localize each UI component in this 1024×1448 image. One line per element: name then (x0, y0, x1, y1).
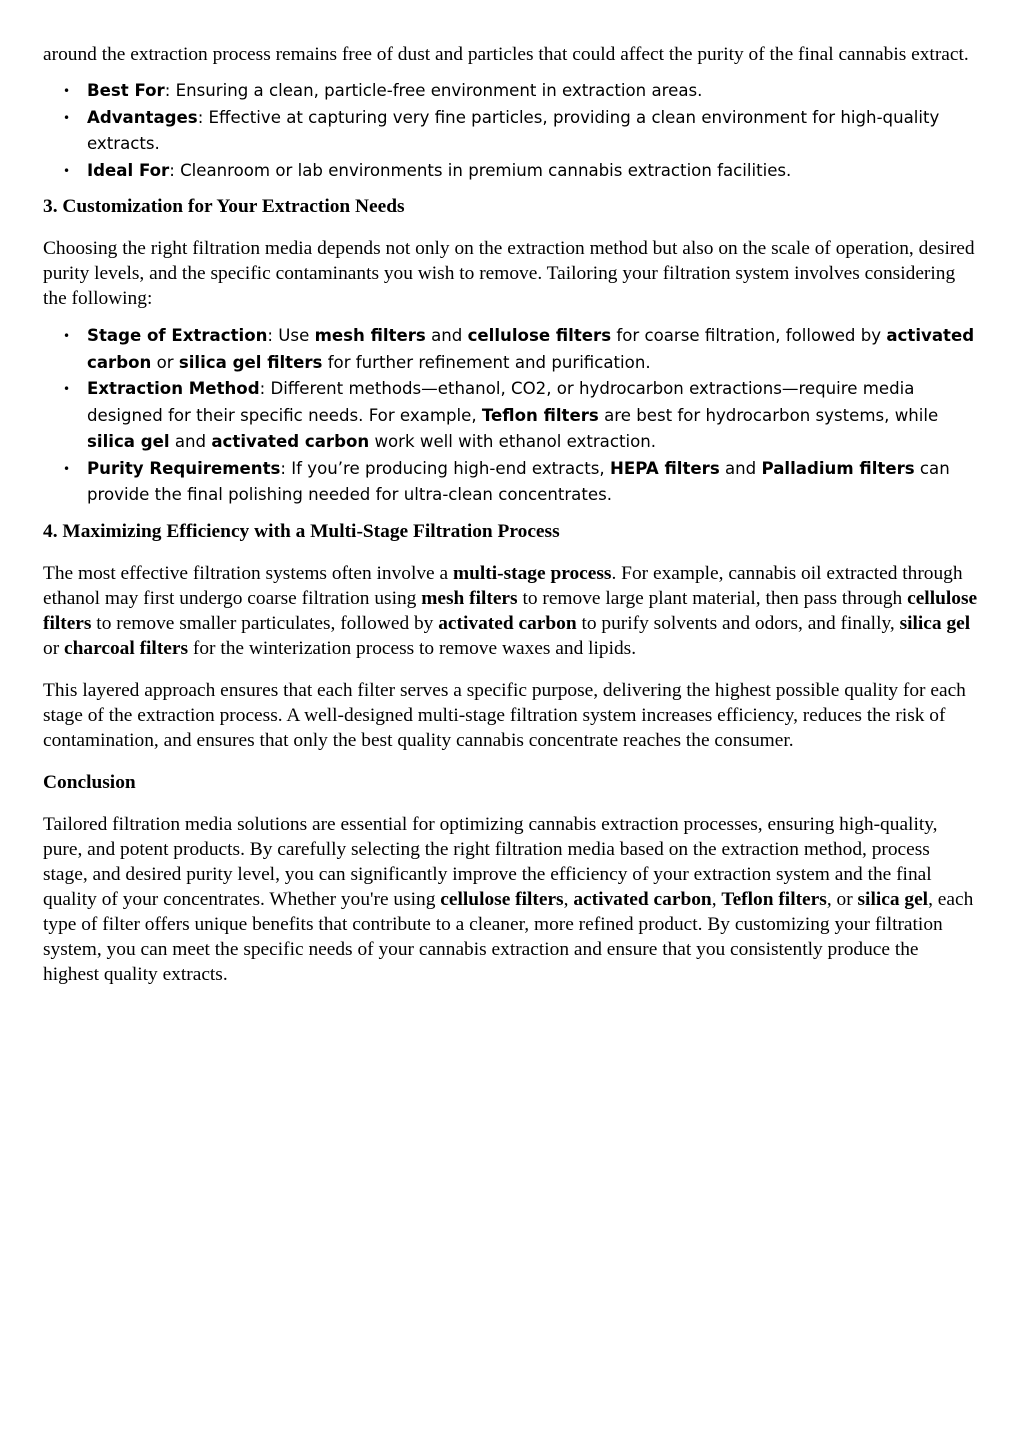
list-item: • Ideal For: Cleanroom or lab environments in premium cannabis extraction facilities. (43, 158, 978, 185)
conclusion-heading: Conclusion (43, 771, 136, 793)
cleanroom-filter-list (43, 78, 978, 184)
section-4-heading: 4. Maximizing Efficiency with a Multi-Stage Filtration Process (43, 520, 560, 542)
list-item: • Advantages: Effective at capturing very fine particles, providing a clean environment for high-quality extracts. (43, 105, 978, 158)
list-item: • Purity Requirements: If you’re producing high-end extracts, HEPA filters and Palladium filters can provide the final polishing needed for ultra-clean concentrates. (43, 456, 978, 509)
customization-list (43, 323, 978, 509)
conclusion-paragraph: Tailored filtration media solutions are essential for optimizing cannabis extraction processes, ensuring high-quality, pure, and potent products. By carefully selecting the right filtration media based on the extraction method, process stage, and desired purity level, you can significantly improve the efficiency of your extraction system and the final quality of your concentrates. Whether you're using cellulose filters, activated carbon, Teflon filters, or silica gel, each type of filter offers unique benefits that contribute to a cleaner, more refined product. By customizing your filtration system, you can meet the specific needs of your cannabis extraction and ensure that you consistently produce the highest quality extracts. (43, 813, 974, 985)
section-3-heading: 3. Customization for Your Extraction Needs (43, 196, 405, 217)
term-ideal-for: Ideal For (87, 160, 170, 180)
list-item: • Stage of Extraction: Use mesh filters and cellulose filters for coarse filtration, followed by activated carbon or silica gel filters for further refinement and purification. (43, 323, 978, 376)
list-item: • Best For: Ensuring a clean, particle-free environment in extraction areas. (43, 78, 978, 105)
intro-paragraph-tail: around the extraction process remains free of dust and particles that could affect the purity of the final cannabis extract. (43, 44, 969, 65)
term-best-for: Best For (87, 81, 165, 100)
section-4-paragraph-2: This layered approach ensures that each filter serves a specific purpose, delivering the highest possible quality for each stage of the extraction process. A well-designed multi-stage filtration system increases efficiency, reduces the risk of contamination, and ensures that only the best quality cannabis concentrate reaches the consumer. (43, 679, 966, 751)
section-4-paragraph-1: The most effective filtration systems often involve a multi-stage process. For example, cannabis oil extracted through ethanol may first undergo coarse filtration using mesh filters to remove large plant material, then pass through cellulose filters to remove smaller particulates, followed by activated carbon to purify solvents and odors, and finally, silica gel or charcoal filters for the winterization process to remove waxes and lipids. (43, 562, 978, 659)
list-item: • Extraction Method: Different methods—ethanol, CO2, or hydrocarbon extractions—require media designed for their specific needs. For example, Teflon filters are best for hydrocarbon systems, while silica gel and activated carbon work well with ethanol extraction. (43, 376, 978, 456)
term-advantages: Advantages (87, 107, 198, 127)
document-page (43, 42, 978, 987)
section-3-paragraph: Choosing the right filtration media depends not only on the extraction method but also on the scale of operation, desired purity levels, and the specific contaminants you wish to remove. Tailoring your filtration system involves considering the following: (43, 238, 975, 309)
